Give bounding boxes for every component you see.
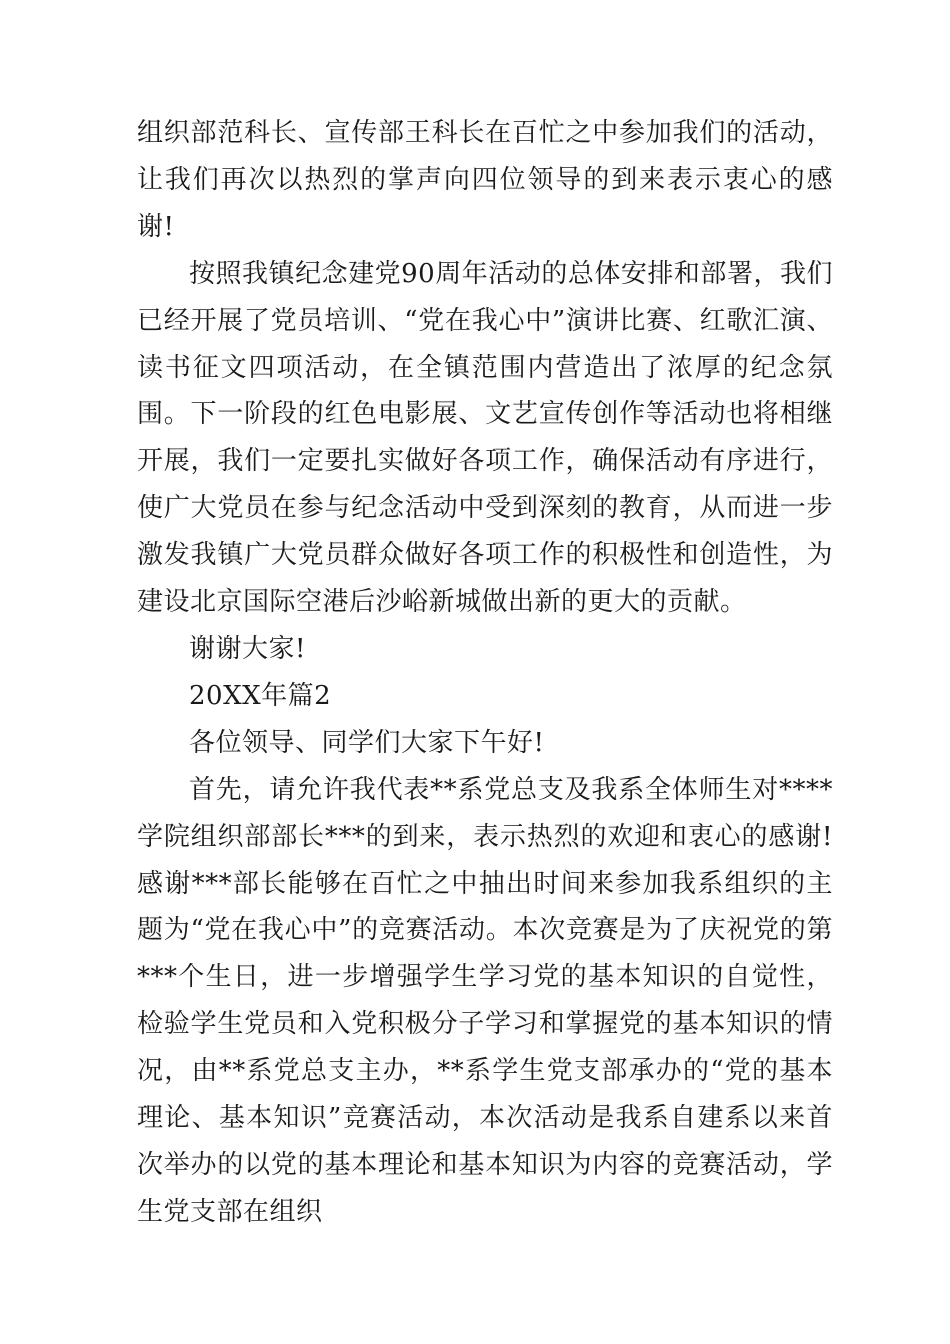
paragraph-1: 组织部范科长、宣传部王科长在百忙之中参加我们的活动，让我们再次以热烈的掌声向四位领导的到来表示衷心的感谢!: [137, 118, 833, 242]
paragraph-6: 首先，请允许我代表**系党总支及我系全体师生对****学院组织部部长***的到来，表示热烈的欢迎和衷心的感谢!感谢***部长能够在百忙之中抽出时间来参加我系组织的主题为“党在我心中”的竞赛活动。本次竞赛是为了庆祝党的第***个生日，进一步增强学生学习党的基本知识的自觉性，检验学生党员和入党积极分子学习和掌握党的基本知识的情况，由**系党总支主办，**系学生党支部承办的“党的基本理论、基本知识”竞赛活动，本次活动是我系自建系以来首次举办的以党的基本理论和基本知识为内容的竞赛活动，学生党支部在组织: [137, 774, 833, 1227]
section-heading: 20XX年篇2: [189, 680, 332, 711]
paragraph-greeting: 各位领导、同学们大家下午好!: [189, 727, 545, 758]
paragraph-3: 谢谢大家!: [189, 633, 306, 664]
document-body: [137, 110, 833, 1236]
paragraph-2: 按照我镇纪念建党90周年活动的总体安排和部署，我们已经开展了党员培训、“党在我心中”演讲比赛、红歌汇演、读书征文四项活动，在全镇范围内营造出了浓厚的纪念氛围。下一阶段的红色电影展、文艺宣传创作等活动也将相继开展，我们一定要扎实做好各项工作，确保活动有序进行，使广大党员在参与纪念活动中受到深刻的教育，从而进一步激发我镇广大党员群众做好各项工作的积极性和创造性，为建设北京国际空港后沙峪新城做出新的更大的贡献。: [137, 258, 833, 618]
